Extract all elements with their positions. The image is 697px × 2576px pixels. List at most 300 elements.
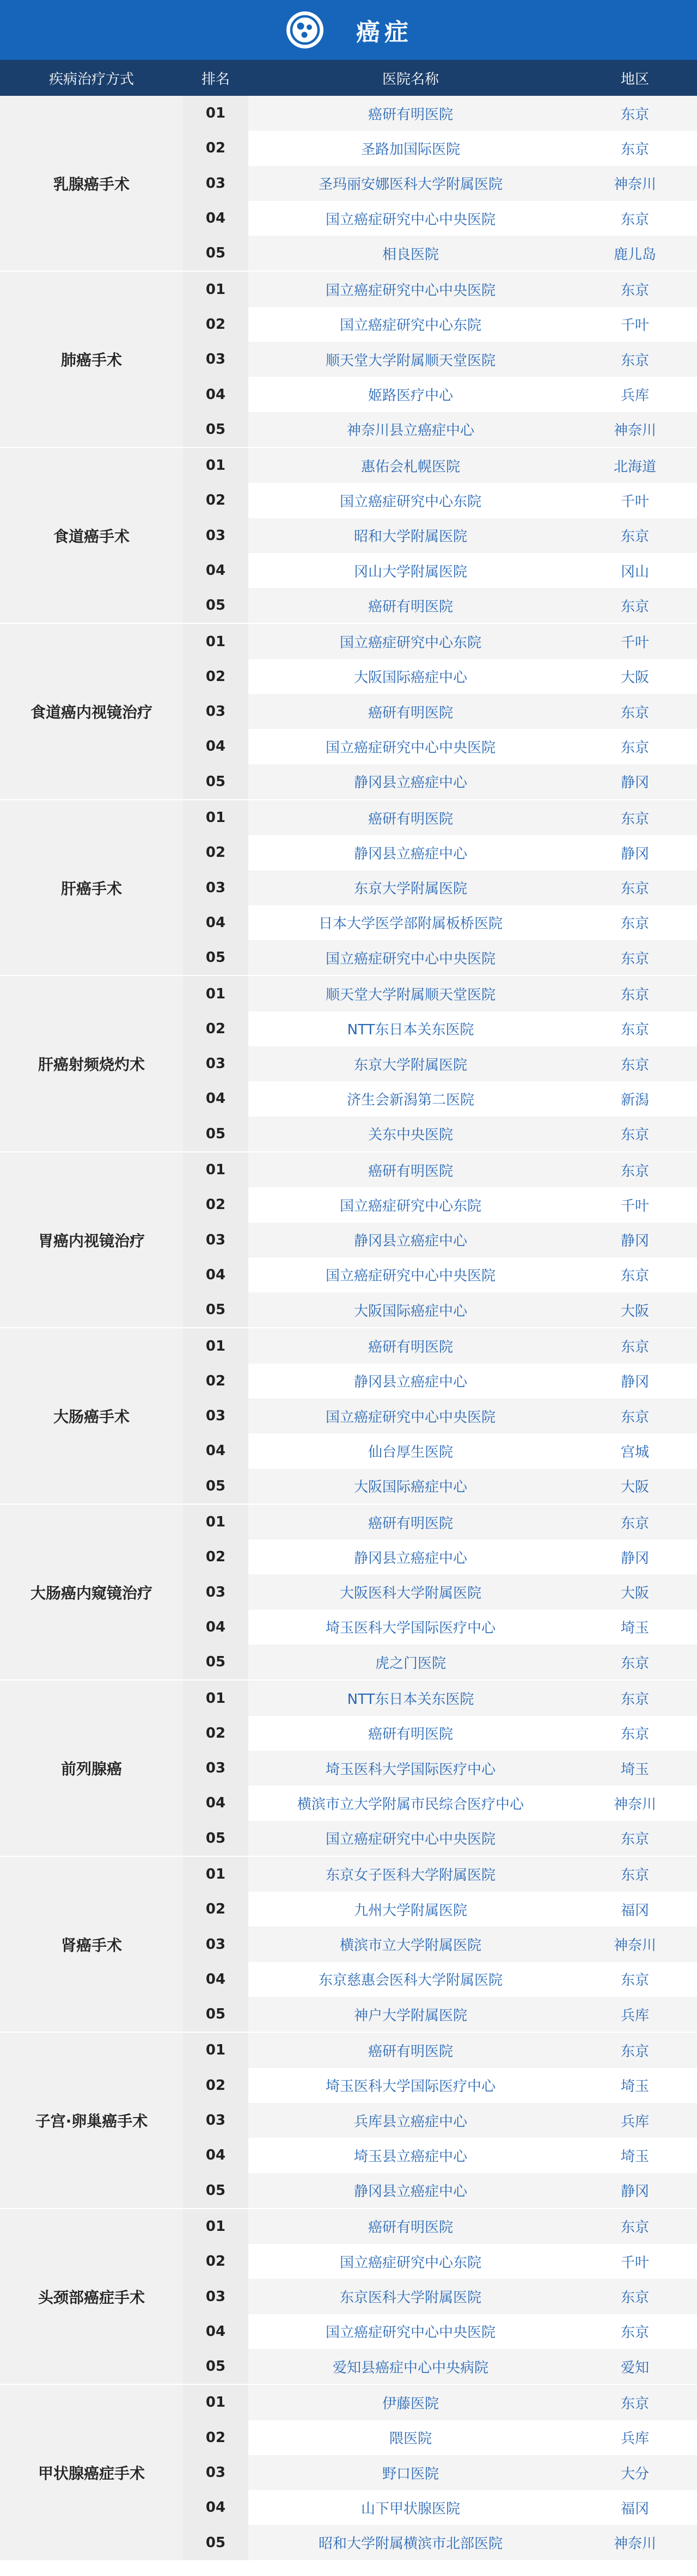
table-row	[183, 1081, 697, 1116]
rank-cell: 01	[183, 1680, 248, 1715]
region-cell: 兵库	[573, 2103, 697, 2138]
rank-cell: 01	[183, 1328, 248, 1363]
region-cell: 鹿儿岛	[573, 236, 697, 271]
rank-cell: 01	[183, 2209, 248, 2244]
table-row	[183, 694, 697, 729]
table-row	[183, 1786, 697, 1820]
rank-cell: 02	[183, 1011, 248, 1046]
hospital-name-cell: 圣玛丽安娜医科大学附属医院	[248, 166, 573, 201]
region-cell: 东京	[573, 800, 697, 835]
table-row	[183, 1821, 697, 1856]
disease-group	[0, 271, 697, 446]
region-cell: 埼玉	[573, 1751, 697, 1786]
table-row	[183, 835, 697, 870]
hospital-name-cell: 癌研有明医院	[248, 1328, 573, 1363]
table-row	[183, 2068, 697, 2103]
region-cell: 埼玉	[573, 2138, 697, 2173]
disease-name: 头颈部癌症手术	[0, 2209, 183, 2384]
hospital-name-cell: 东京慈惠会医科大学附属医院	[248, 1962, 573, 1997]
rank-cell: 02	[183, 1540, 248, 1574]
region-cell: 埼玉	[573, 1610, 697, 1645]
hospital-name-cell: 国立癌症研究中心中央医院	[248, 2314, 573, 2349]
table-row	[183, 1610, 697, 1645]
cell-icon	[284, 9, 326, 51]
rank-cell: 01	[183, 1152, 248, 1187]
rank-cell: 05	[183, 2349, 248, 2384]
region-cell: 北海道	[573, 448, 697, 483]
region-cell: 东京	[573, 1328, 697, 1363]
rank-cell: 02	[183, 483, 248, 518]
table-row	[183, 2525, 697, 2560]
rank-cell: 04	[183, 1433, 248, 1468]
table-row	[183, 96, 697, 131]
table-row	[183, 2279, 697, 2314]
rank-cell: 05	[183, 940, 248, 975]
hospital-name-cell: 埼玉医科大学国际医疗中心	[248, 1610, 573, 1645]
rank-cell: 01	[183, 624, 248, 659]
hospital-name-cell: 静冈县立癌症中心	[248, 1364, 573, 1399]
region-cell: 静冈	[573, 1540, 697, 1574]
hospital-name-cell: 东京女子医科大学附属医院	[248, 1857, 573, 1892]
region-cell: 大分	[573, 2455, 697, 2490]
disease-name: 乳腺癌手术	[0, 96, 183, 271]
region-cell: 静冈	[573, 764, 697, 799]
rank-cell: 02	[183, 1364, 248, 1399]
hospital-name-cell: 埼玉医科大学国际医疗中心	[248, 1751, 573, 1786]
rank-cell: 04	[183, 905, 248, 940]
table-row	[183, 201, 697, 236]
disease-rows	[183, 1680, 697, 1855]
hospital-name-cell: 国立癌症研究中心中央医院	[248, 201, 573, 236]
hospital-name-cell: 癌研有明医院	[248, 1716, 573, 1751]
region-cell: 东京	[573, 1117, 697, 1151]
rank-cell: 04	[183, 2314, 248, 2349]
disease-group	[0, 96, 697, 271]
hospital-name-cell: 济生会新潟第二医院	[248, 1081, 573, 1116]
region-cell: 东京	[573, 1962, 697, 1997]
hospital-name-cell: 静冈县立癌症中心	[248, 1223, 573, 1258]
table-row	[183, 870, 697, 905]
hospital-name-cell: 兵库县立癌症中心	[248, 2103, 573, 2138]
hospital-name-cell: 国立癌症研究中心中央医院	[248, 1258, 573, 1292]
title-bar	[0, 0, 697, 60]
table-row	[183, 976, 697, 1011]
hospital-name-cell: 癌研有明医院	[248, 2209, 573, 2244]
region-cell: 神奈川	[573, 1927, 697, 1961]
rank-cell: 05	[183, 1469, 248, 1504]
table-row	[183, 342, 697, 377]
table-row	[183, 1117, 697, 1151]
rank-cell: 04	[183, 1786, 248, 1820]
rank-cell: 05	[183, 2173, 248, 2208]
rank-cell: 02	[183, 131, 248, 165]
rank-cell: 05	[183, 1645, 248, 1679]
disease-name: 前列腺癌	[0, 1680, 183, 1855]
disease-name: 肾癌手术	[0, 1857, 183, 2032]
rank-cell: 03	[183, 1399, 248, 1433]
rank-cell: 01	[183, 272, 248, 306]
region-cell: 千叶	[573, 1187, 697, 1222]
rank-cell: 05	[183, 588, 248, 623]
region-cell: 兵库	[573, 2420, 697, 2455]
hospital-name-cell: 埼玉县立癌症中心	[248, 2138, 573, 2173]
rank-cell: 03	[183, 1574, 248, 1609]
table-row	[183, 2103, 697, 2138]
table-row	[183, 448, 697, 483]
disease-group	[0, 1327, 697, 1503]
table-row	[183, 1540, 697, 1574]
table-row	[183, 131, 697, 165]
region-cell: 埼玉	[573, 2068, 697, 2103]
disease-rows	[183, 1857, 697, 2032]
disease-rows	[183, 2385, 697, 2560]
region-cell: 东京	[573, 1645, 697, 1679]
disease-name: 大肠癌手术	[0, 1328, 183, 1503]
table-row	[183, 1469, 697, 1504]
hospital-name-cell: 顺天堂大学附属顺天堂医院	[248, 342, 573, 377]
region-cell: 东京	[573, 1680, 697, 1715]
region-cell: 冈山	[573, 553, 697, 588]
table-row	[183, 1857, 697, 1892]
table-row	[183, 1892, 697, 1927]
hospital-name-cell: 东京医科大学附属医院	[248, 2279, 573, 2314]
rank-cell: 02	[183, 1716, 248, 1751]
region-cell: 东京	[573, 2314, 697, 2349]
rank-cell: 01	[183, 96, 248, 131]
hospital-name-cell: 埼玉医科大学国际医疗中心	[248, 2068, 573, 2103]
disease-group	[0, 799, 697, 975]
disease-name: 肺癌手术	[0, 272, 183, 446]
region-cell: 东京	[573, 1152, 697, 1187]
region-cell: 东京	[573, 870, 697, 905]
table-row	[183, 2385, 697, 2420]
table-row	[183, 800, 697, 835]
hospital-name-cell: 静冈县立癌症中心	[248, 835, 573, 870]
hospital-name-cell: 爱知县癌症中心中央病院	[248, 2349, 573, 2384]
disease-group	[0, 447, 697, 623]
hospital-name-cell: 大阪国际癌症中心	[248, 1469, 573, 1504]
table-row	[183, 1997, 697, 2032]
disease-rows	[183, 448, 697, 623]
hospital-name-cell: 国立癌症研究中心中央医院	[248, 1399, 573, 1433]
hospital-name-cell: 国立癌症研究中心东院	[248, 307, 573, 342]
region-cell: 东京	[573, 1258, 697, 1292]
disease-rows	[183, 272, 697, 446]
rank-cell: 02	[183, 2244, 248, 2279]
disease-group	[0, 1856, 697, 2032]
hospital-name-cell: 姬路医疗中心	[248, 377, 573, 412]
hospital-name-cell: 癌研有明医院	[248, 588, 573, 623]
header-hospital: 医院名称	[382, 71, 439, 88]
region-cell: 静冈	[573, 1223, 697, 1258]
region-cell: 神奈川	[573, 166, 697, 201]
region-cell: 大阪	[573, 1292, 697, 1327]
rank-cell: 03	[183, 342, 248, 377]
region-cell: 东京	[573, 2279, 697, 2314]
hospital-name-cell: 日本大学医学部附属板桥医院	[248, 905, 573, 940]
disease-name: 甲状腺癌症手术	[0, 2385, 183, 2560]
table-row	[183, 905, 697, 940]
region-cell: 兵库	[573, 1997, 697, 2032]
region-cell: 东京	[573, 1011, 697, 1046]
rank-cell: 04	[183, 377, 248, 412]
region-cell: 神奈川	[573, 412, 697, 447]
rank-cell: 03	[183, 1223, 248, 1258]
region-cell: 东京	[573, 905, 697, 940]
region-cell: 东京	[573, 1505, 697, 1540]
rank-cell: 05	[183, 1821, 248, 1856]
rank-cell: 01	[183, 1857, 248, 1892]
rank-cell: 04	[183, 1258, 248, 1292]
table-row	[183, 1046, 697, 1081]
table-row	[183, 1292, 697, 1327]
region-cell: 爱知	[573, 2349, 697, 2384]
hospital-name-cell: 大阪国际癌症中心	[248, 659, 573, 694]
header-disease: 疾病治疗方式	[48, 71, 134, 88]
rank-cell: 03	[183, 1751, 248, 1786]
hospital-name-cell: 癌研有明医院	[248, 2033, 573, 2068]
table-row	[183, 1645, 697, 1679]
table-row	[183, 166, 697, 201]
region-cell: 东京	[573, 940, 697, 975]
region-cell: 东京	[573, 1399, 697, 1433]
rank-cell: 01	[183, 2385, 248, 2420]
region-cell: 东京	[573, 729, 697, 764]
table-row	[183, 659, 697, 694]
region-cell: 神奈川	[573, 1786, 697, 1820]
rank-cell: 02	[183, 1892, 248, 1927]
rank-cell: 03	[183, 2455, 248, 2490]
hospital-name-cell: 癌研有明医院	[248, 694, 573, 729]
hospital-name-cell: 山下甲状腺医院	[248, 2490, 573, 2525]
page-title: 癌症	[356, 19, 413, 46]
region-cell: 东京	[573, 694, 697, 729]
region-cell: 千叶	[573, 307, 697, 342]
table-row	[183, 2490, 697, 2525]
header-region: 地区	[620, 71, 649, 88]
table-row	[183, 377, 697, 412]
table-row	[183, 1574, 697, 1609]
region-cell: 东京	[573, 1821, 697, 1856]
region-cell: 东京	[573, 1857, 697, 1892]
hospital-name-cell: 冈山大学附属医院	[248, 553, 573, 588]
hospital-name-cell: 圣路加国际医院	[248, 131, 573, 165]
rank-cell: 04	[183, 553, 248, 588]
hospital-name-cell: 顺天堂大学附属顺天堂医院	[248, 976, 573, 1011]
disease-name: 大肠癌内窥镜治疗	[0, 1505, 183, 1679]
hospital-name-cell: 国立癌症研究中心东院	[248, 1187, 573, 1222]
table-row	[183, 588, 697, 623]
disease-rows	[183, 1328, 697, 1503]
hospital-name-cell: 国立癌症研究中心中央医院	[248, 729, 573, 764]
rank-cell: 05	[183, 1292, 248, 1327]
rank-cell: 04	[183, 2490, 248, 2525]
disease-rows	[183, 976, 697, 1151]
disease-rows	[183, 96, 697, 271]
hospital-name-cell: 虎之门医院	[248, 1645, 573, 1679]
hospital-name-cell: 国立癌症研究中心东院	[248, 624, 573, 659]
rank-cell: 01	[183, 1505, 248, 1540]
hospital-name-cell: 大阪医科大学附属医院	[248, 1574, 573, 1609]
region-cell: 静冈	[573, 2173, 697, 2208]
region-cell: 东京	[573, 1716, 697, 1751]
rank-cell: 03	[183, 166, 248, 201]
hospital-name-cell: 国立癌症研究中心东院	[248, 483, 573, 518]
hospital-name-cell: NTT东日本关东医院	[248, 1011, 573, 1046]
table-row	[183, 940, 697, 975]
rank-cell: 02	[183, 2068, 248, 2103]
region-cell: 东京	[573, 201, 697, 236]
disease-group	[0, 2032, 697, 2207]
region-cell: 大阪	[573, 1469, 697, 1504]
hospital-name-cell: 静冈县立癌症中心	[248, 2173, 573, 2208]
region-cell: 静冈	[573, 1364, 697, 1399]
region-cell: 东京	[573, 518, 697, 553]
rank-cell: 04	[183, 729, 248, 764]
ranking-table	[0, 96, 697, 2560]
disease-name: 食道癌手术	[0, 448, 183, 623]
disease-group	[0, 1679, 697, 1855]
disease-rows	[183, 1505, 697, 1679]
table-row	[183, 624, 697, 659]
region-cell: 东京	[573, 2209, 697, 2244]
region-cell: 兵库	[573, 377, 697, 412]
hospital-name-cell: 昭和大学附属横滨市北部医院	[248, 2525, 573, 2560]
disease-name: 胃癌内视镜治疗	[0, 1152, 183, 1327]
disease-group	[0, 623, 697, 799]
header-rank: 排名	[201, 71, 230, 88]
hospital-name-cell: 九州大学附属医院	[248, 1892, 573, 1927]
table-row	[183, 1011, 697, 1046]
rank-cell: 01	[183, 976, 248, 1011]
table-row	[183, 1680, 697, 1715]
hospital-name-cell: 癌研有明医院	[248, 96, 573, 131]
region-cell: 东京	[573, 2033, 697, 2068]
table-row	[183, 2209, 697, 2244]
hospital-name-cell: 关东中央医院	[248, 1117, 573, 1151]
hospital-name-cell: 横滨市立大学附属医院	[248, 1927, 573, 1961]
region-cell: 东京	[573, 131, 697, 165]
region-cell: 福冈	[573, 2490, 697, 2525]
rank-cell: 02	[183, 659, 248, 694]
rank-cell: 03	[183, 2103, 248, 2138]
region-cell: 千叶	[573, 624, 697, 659]
disease-group	[0, 1151, 697, 1327]
hospital-name-cell: 仙台厚生医院	[248, 1433, 573, 1468]
region-cell: 东京	[573, 2385, 697, 2420]
region-cell: 千叶	[573, 2244, 697, 2279]
hospital-name-cell: 国立癌症研究中心中央医院	[248, 940, 573, 975]
table-row	[183, 236, 697, 271]
table-row	[183, 2138, 697, 2173]
table-row	[183, 1433, 697, 1468]
disease-rows	[183, 2209, 697, 2384]
table-row	[183, 518, 697, 553]
table-row	[183, 307, 697, 342]
table-row	[183, 764, 697, 799]
table-row	[183, 1751, 697, 1786]
rank-cell: 04	[183, 201, 248, 236]
hospital-name-cell: 野口医院	[248, 2455, 573, 2490]
rank-cell: 03	[183, 1927, 248, 1961]
table-row	[183, 2420, 697, 2455]
rank-cell: 04	[183, 2138, 248, 2173]
hospital-name-cell: 国立癌症研究中心中央医院	[248, 1821, 573, 1856]
hospital-name-cell: 静冈县立癌症中心	[248, 764, 573, 799]
title-inner	[284, 9, 413, 51]
hospital-name-cell: 东京大学附属医院	[248, 1046, 573, 1081]
hospital-name-cell: 相良医院	[248, 236, 573, 271]
rank-cell: 05	[183, 236, 248, 271]
table-row	[183, 2033, 697, 2068]
disease-rows	[183, 2033, 697, 2207]
hospital-name-cell: 神奈川县立癌症中心	[248, 412, 573, 447]
rank-cell: 05	[183, 1997, 248, 2032]
rank-cell: 02	[183, 307, 248, 342]
hospital-name-cell: 惠佑会札幌医院	[248, 448, 573, 483]
table-row	[183, 2455, 697, 2490]
table-row	[183, 729, 697, 764]
table-row	[183, 1328, 697, 1363]
rank-cell: 02	[183, 1187, 248, 1222]
disease-group	[0, 2208, 697, 2384]
table-row	[183, 1258, 697, 1292]
region-cell: 大阪	[573, 1574, 697, 1609]
table-row	[183, 2244, 697, 2279]
region-cell: 福冈	[573, 1892, 697, 1927]
rank-cell: 05	[183, 764, 248, 799]
hospital-name-cell: 静冈县立癌症中心	[248, 1540, 573, 1574]
table-row	[183, 1962, 697, 1997]
disease-group	[0, 1504, 697, 1679]
region-cell: 东京	[573, 96, 697, 131]
rank-cell: 03	[183, 870, 248, 905]
disease-name: 食道癌内视镜治疗	[0, 624, 183, 799]
rank-cell: 01	[183, 800, 248, 835]
disease-name: 肝癌手术	[0, 800, 183, 975]
region-cell: 静冈	[573, 835, 697, 870]
table-row	[183, 1399, 697, 1433]
hospital-name-cell: 国立癌症研究中心东院	[248, 2244, 573, 2279]
disease-group	[0, 2384, 697, 2560]
hospital-name-cell: 国立癌症研究中心中央医院	[248, 272, 573, 306]
rank-cell: 04	[183, 1610, 248, 1645]
region-cell: 东京	[573, 1046, 697, 1081]
hospital-name-cell: 昭和大学附属医院	[248, 518, 573, 553]
hospital-name-cell: 隈医院	[248, 2420, 573, 2455]
rank-cell: 03	[183, 518, 248, 553]
hospital-name-cell: 癌研有明医院	[248, 1152, 573, 1187]
table-header	[0, 60, 697, 96]
region-cell: 神奈川	[573, 2525, 697, 2560]
hospital-name-cell: 横滨市立大学附属市民综合医疗中心	[248, 1786, 573, 1820]
hospital-name-cell: 癌研有明医院	[248, 1505, 573, 1540]
disease-name: 肝癌射频烧灼术	[0, 976, 183, 1151]
table-row	[183, 1364, 697, 1399]
hospital-name-cell: 伊藤医院	[248, 2385, 573, 2420]
table-row	[183, 2349, 697, 2384]
region-cell: 东京	[573, 272, 697, 306]
table-row	[183, 553, 697, 588]
rank-cell: 05	[183, 412, 248, 447]
table-row	[183, 2173, 697, 2208]
table-row	[183, 483, 697, 518]
hospital-name-cell: 东京大学附属医院	[248, 870, 573, 905]
hospital-name-cell: 大阪国际癌症中心	[248, 1292, 573, 1327]
disease-rows	[183, 800, 697, 975]
hospital-name-cell: 癌研有明医院	[248, 800, 573, 835]
table-row	[183, 1927, 697, 1961]
